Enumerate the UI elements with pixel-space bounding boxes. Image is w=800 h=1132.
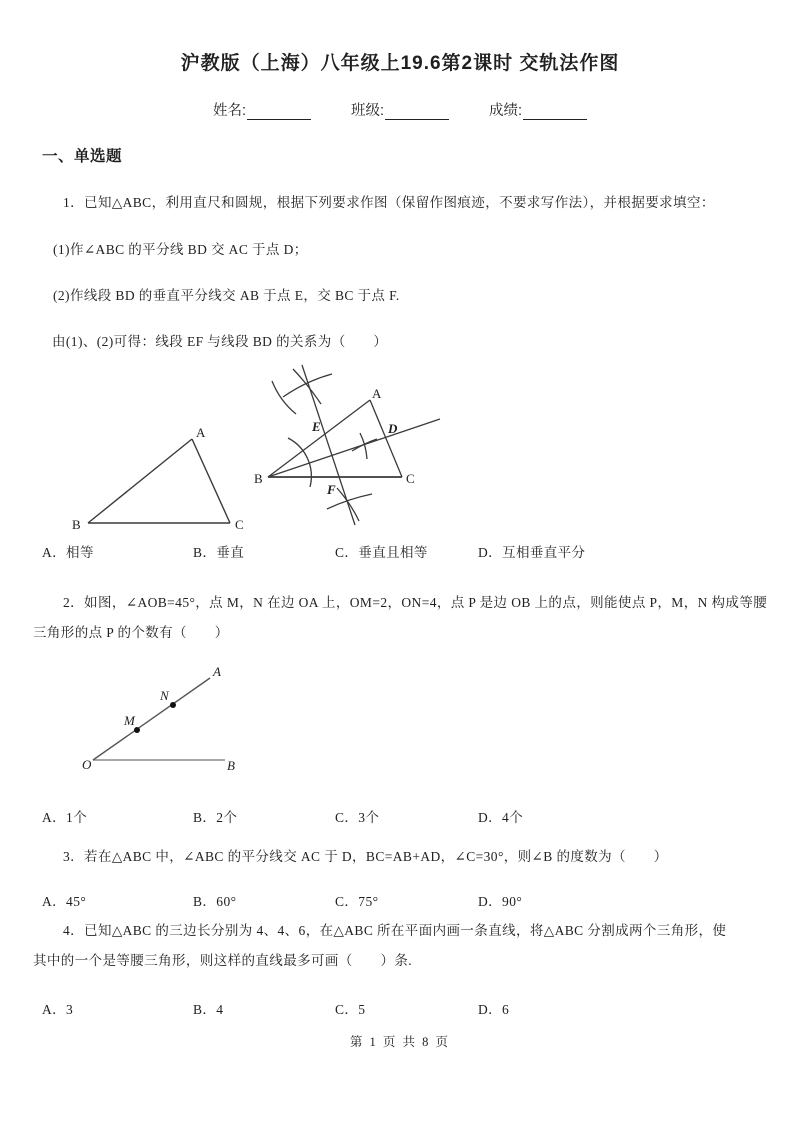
page-title: 沪教版（上海）八年级上19.6第2课时 交轨法作图 xyxy=(180,53,620,74)
question-1-option-a: A．相等 xyxy=(42,545,94,560)
question-4-stem-line-2: 其中的一个是等腰三角形，则这样的直线最多可画（ ）条. xyxy=(33,953,413,968)
question-4-stem-line-1: 4．已知△ABC 的三边长分别为 4、4、6，在△ABC 所在平面内画一条直线，将△ABC 分割成两个三角形，使 xyxy=(63,923,727,938)
vertex-label-c: C xyxy=(235,517,244,532)
score-blank-line xyxy=(523,104,587,120)
question-3-option-b: B．60° xyxy=(193,894,237,909)
question-3-option-a: A．45° xyxy=(42,894,87,909)
page-number-footer: 第 1 页 共 8 页 xyxy=(349,1035,451,1049)
question-3-stem: 3．若在△ABC 中，∠ABC 的平分线交 AC 于 D，BC=AB+AD，∠C=30°，则∠B 的度数为（ ） xyxy=(63,849,668,864)
score-label: 成绩: xyxy=(489,103,523,119)
construction-label-f: F xyxy=(327,482,336,497)
question-1-step-1: (1)作∠ABC 的平分线 BD 交 AC 于点 D； xyxy=(53,242,308,257)
question-3-option-d: D．90° xyxy=(478,894,523,909)
angle-label-a: A xyxy=(213,664,221,679)
angle-label-b: B xyxy=(227,758,235,773)
question-1-figure xyxy=(60,360,460,540)
question-2-figure xyxy=(40,650,250,790)
angle-label-n: N xyxy=(160,688,169,703)
question-1-step-2: (2)作线段 BD 的垂直平分线交 AB 于点 E，交 BC 于点 F. xyxy=(53,288,400,303)
question-2-stem-line-1: 2．如图，∠AOB=45°，点 M，N 在边 OA 上，OM=2，ON=4，点 P 是边 OB 上的点，则能使点 P，M，N 构成等腰 xyxy=(63,595,768,610)
ray-oa xyxy=(93,678,210,760)
vertex-label-b: B xyxy=(72,517,81,532)
student-info-row xyxy=(0,99,800,120)
point-n-dot xyxy=(170,702,176,708)
construction-label-e: E xyxy=(312,419,321,434)
name-field xyxy=(213,99,311,120)
angle-bisector-bd-line xyxy=(268,419,440,477)
class-label: 班级: xyxy=(350,103,385,119)
question-2-option-d: D．4个 xyxy=(478,810,524,825)
question-2-option-a: A．1个 xyxy=(42,810,88,825)
compass-arc-top-3 xyxy=(272,381,296,414)
angle-label-o: O xyxy=(82,757,92,772)
question-2-stem-line-2: 三角形的点 P 的个数有（ ） xyxy=(33,625,229,640)
construction-label-b: B xyxy=(254,471,263,486)
name-blank-line xyxy=(247,104,311,120)
angle-label-m: M xyxy=(124,713,135,728)
compass-arc-at-b xyxy=(288,438,311,487)
construction-label-c: C xyxy=(406,471,415,486)
section-title: 一、单选题 xyxy=(42,148,123,165)
question-3-option-c: C．75° xyxy=(335,894,379,909)
question-2-option-b: B．2个 xyxy=(193,810,238,825)
class-field xyxy=(351,99,449,120)
vertex-label-a: A xyxy=(196,425,206,440)
construction-side-ba xyxy=(268,400,370,477)
question-2-option-c: C．3个 xyxy=(335,810,380,825)
question-1-option-b: B．垂直 xyxy=(193,545,245,560)
question-1-stem: 1．已知△ABC，利用直尺和圆规，根据下列要求作图（保留作图痕迹，不要求写作法），并根据要求填空： xyxy=(63,195,715,210)
question-4-option-a: A．3 xyxy=(42,1002,74,1017)
triangle-side-ab xyxy=(88,439,192,523)
point-m-dot xyxy=(134,727,140,733)
construction-label-a: A xyxy=(372,386,382,401)
score-field xyxy=(489,99,587,120)
plain-triangle xyxy=(88,439,230,523)
question-1-option-d: D．互相垂直平分 xyxy=(478,545,586,560)
triangle-side-ac xyxy=(192,439,230,523)
question-4-option-d: D．6 xyxy=(478,1002,510,1017)
question-4-option-c: C．5 xyxy=(335,1002,366,1017)
question-1-option-c: C．垂直且相等 xyxy=(335,545,428,560)
question-4-option-b: B．4 xyxy=(193,1002,224,1017)
class-blank-line xyxy=(385,104,449,120)
construction-triangle xyxy=(268,365,440,525)
construction-side-ac xyxy=(370,400,402,477)
construction-label-d: D xyxy=(388,421,398,436)
compass-arc-top-2 xyxy=(293,369,321,404)
name-label: 姓名: xyxy=(212,103,246,119)
question-1-conclusion: 由(1)、(2)可得：线段 EF 与线段 BD 的关系为（ ） xyxy=(52,334,388,349)
